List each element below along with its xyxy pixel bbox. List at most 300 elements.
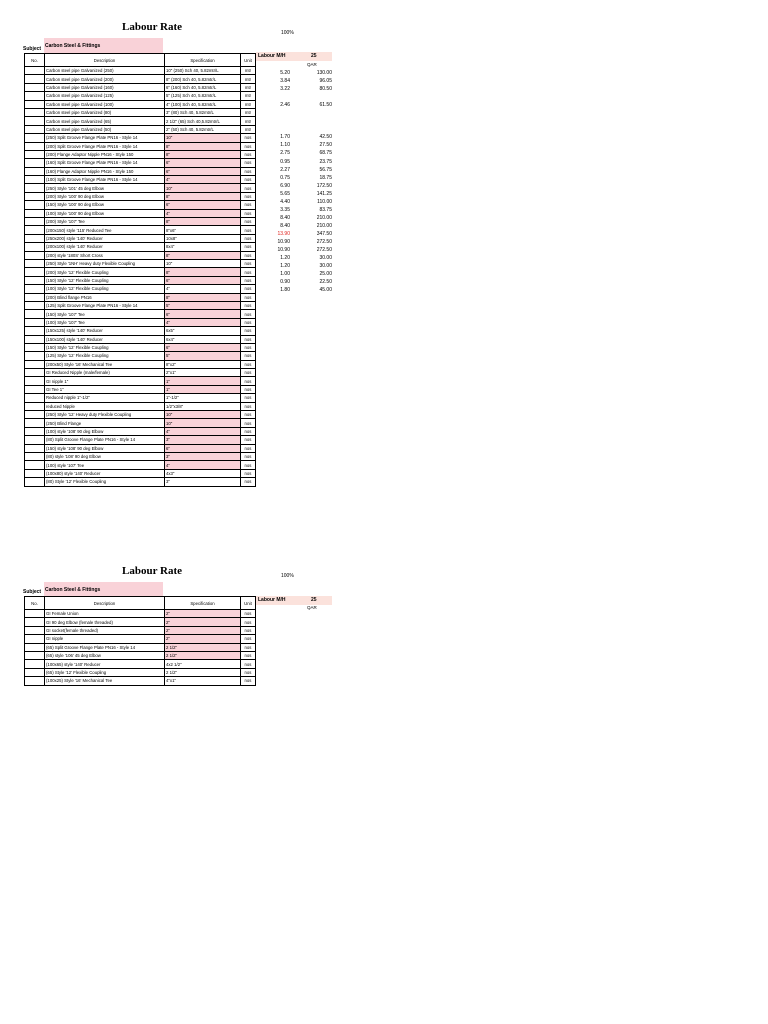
cell-no [25,83,45,91]
cell-spec: 4" [165,427,241,435]
table-row [25,176,256,184]
cell-spec: 4" (100) Sch 40, 5.82mtr/L [165,100,241,108]
section-2-percent: 100% [281,573,294,579]
cell-desc: (65) Style '12' Flexible Coupling [45,668,165,676]
cell-desc: (100x65) style '140' Reducer [45,660,165,668]
cell-no [25,478,45,486]
man-hours-value: 2.27 [280,166,290,173]
table-row [25,419,256,427]
man-hours-value: 3.35 [280,206,290,213]
cell-desc: GI nipple 1" [45,377,165,385]
cell-no [25,377,45,385]
cell-no [25,660,45,668]
labour-value-row [258,431,332,439]
cell-desc: Carbon steel pipe Galvanized (160) [45,83,165,91]
cell-desc: Carbon steel pipe Galvanized (125) [45,92,165,100]
cell-no [25,452,45,460]
table-row [25,310,256,318]
cell-unit: nos [241,385,256,393]
qar-value: 80.50 [319,86,332,93]
table-row [25,83,256,91]
table-row [25,234,256,242]
cell-spec: 1"-1/2" [165,394,241,402]
section-1-percent: 100% [281,30,294,36]
labour-value-row [258,182,332,190]
cell-spec: 2 1/2" (65) Sch 40,5.82mtr/L [165,117,241,125]
cell-no [25,419,45,427]
cell-unit: nos [241,610,256,618]
cell-desc: (200x50) Style '16' Mechanical Tee [45,360,165,368]
cell-desc: (150) Style '107' Tee [45,310,165,318]
col-description-header: Description [45,597,165,610]
table-row [25,243,256,251]
cell-no [25,301,45,309]
cell-no [25,360,45,368]
cell-spec: 10" [165,419,241,427]
cell-desc: Carbon steel pipe Galvanized (80) [45,108,165,116]
cell-spec: 8" [165,218,241,226]
qar-value: 45.00 [319,287,332,294]
cell-spec: 1" [165,385,241,393]
labour-value-row [258,214,332,222]
table-row [25,626,256,634]
cell-no [25,310,45,318]
table-row [25,635,256,643]
cell-desc: Carbon steel pipe Galvanized (250) [45,67,165,75]
col-description-header: Description [45,54,165,67]
cell-no [25,668,45,676]
cell-desc: GI 90 deg Elbow (female threaded) [45,618,165,626]
cell-desc: GI Tee 1" [45,385,165,393]
cell-unit: nos [241,268,256,276]
col-specification-header: Specification [165,597,241,610]
section-2-subject-label: Subject [23,589,42,595]
cell-desc: (100) Style '12' Flexible Coupling [45,285,165,293]
man-hours-value: 3.84 [280,78,290,85]
cell-spec: 2 1/2" [165,651,241,659]
cell-desc: (100) Style '107' Tee [45,318,165,326]
cell-desc: (200) Style '12' Flexible Coupling [45,268,165,276]
cell-spec: 4x2 1/2" [165,660,241,668]
cell-spec: 4" [165,461,241,469]
cell-no [25,201,45,209]
cell-unit: nos [241,192,256,200]
cell-unit: nos [241,626,256,634]
cell-unit: nos [241,677,256,685]
table-row [25,461,256,469]
man-hours-value: 1.70 [280,134,290,141]
cell-unit: nos [241,411,256,419]
labour-value-row [258,351,332,359]
cell-desc: (200) Style '107' Tee [45,218,165,226]
cell-no [25,461,45,469]
cell-spec: 5" [165,301,241,309]
cell-desc: GI Reduced Nipple (male/female) [45,369,165,377]
qar-value: 30.00 [319,255,332,262]
section-1-title: Labour Rate [122,21,182,33]
table-row [25,385,256,393]
cell-spec: 1" [165,377,241,385]
section-1-table [24,53,256,487]
cell-spec: 2"x1" [165,369,241,377]
labour-value-row [258,335,332,343]
cell-desc: (200) Split Groove Flange Plate PN16 - Style 14 [45,142,165,150]
cell-no [25,327,45,335]
table-row [25,75,256,83]
cell-spec: 10x8" [165,234,241,242]
cell-no [25,444,45,452]
table-row [25,610,256,618]
labour-value-row [258,230,332,238]
cell-no [25,167,45,175]
section-2-currency: QAR [307,605,317,610]
cell-desc: (150x125) style '140' Reducer [45,327,165,335]
cell-no [25,352,45,360]
cell-no [25,243,45,251]
table-row [25,469,256,477]
qar-value: 141.25 [316,190,332,197]
cell-unit: nos [241,618,256,626]
cell-unit: nos [241,285,256,293]
cell-desc: (200) Style '100' 90 deg Elbow [45,192,165,200]
cell-unit: mtr [241,67,256,75]
section-2-title: Labour Rate [122,565,182,577]
cell-unit: mtr [241,117,256,125]
cell-unit: nos [241,452,256,460]
table-row [25,150,256,158]
cell-spec: 6" [165,201,241,209]
cell-desc: (200x150) style '115' Reduced Tee [45,226,165,234]
labour-value-row [258,327,332,335]
cell-spec: 2 1/2" [165,668,241,676]
cell-desc: (100) style '108' 90 deg Elbow [45,427,165,435]
cell-spec: 10" [165,411,241,419]
labour-value-row [258,359,332,367]
cell-desc: Carbon steel pipe Galvanized (200) [45,75,165,83]
man-hours-value: 0.95 [280,158,290,165]
cell-unit: nos [241,226,256,234]
man-hours-value: 13.90 [277,230,290,237]
labour-value-row [258,286,332,294]
cell-unit: nos [241,259,256,267]
qar-value: 30.00 [319,263,332,270]
cell-no [25,318,45,326]
cell-no [25,134,45,142]
cell-desc: (125) Style '12' Flexible Coupling [45,352,165,360]
table-row [25,677,256,685]
labour-value-row [258,190,332,198]
qar-value: 22.50 [319,279,332,286]
cell-no [25,192,45,200]
table-row [25,427,256,435]
labour-value-row [258,423,332,431]
cell-no [25,635,45,643]
cell-unit: nos [241,377,256,385]
cell-unit: nos [241,251,256,259]
table-row [25,402,256,410]
cell-no [25,436,45,444]
cell-unit: nos [241,159,256,167]
section-1-labour-header [256,52,332,61]
qar-value: 68.75 [319,150,332,157]
cell-no [25,100,45,108]
cell-desc: (200x100) style '140' Reducer [45,243,165,251]
cell-desc: (150) Style '12' Flexible Coupling [45,276,165,284]
table-row [25,108,256,116]
table-row [25,259,256,267]
table-row [25,643,256,651]
labour-value-row [258,310,332,318]
table-row [25,268,256,276]
labour-value-row [258,149,332,157]
labour-value-row [258,455,332,463]
cell-unit: nos [241,394,256,402]
man-hours-value: 5.65 [280,190,290,197]
cell-desc: (80) style '108' 90 deg Elbow [45,452,165,460]
cell-desc: (250) Style '101' 45 deg Elbow [45,184,165,192]
table-row [25,327,256,335]
cell-unit: nos [241,276,256,284]
cell-desc: (200) Flange Adaptor Nipple PN16 - Style 150 [45,150,165,158]
qar-value: 96.05 [319,78,332,85]
man-hours-value: 0.90 [280,279,290,286]
labour-value-row [258,367,332,375]
cell-desc: (150x100) style '140' Reducer [45,335,165,343]
cell-desc: (150) style '108' 90 deg Elbow [45,444,165,452]
labour-value-row [258,222,332,230]
cell-no [25,92,45,100]
cell-no [25,67,45,75]
labour-value-row [258,302,332,310]
cell-desc: Carbon steel pipe Galvanized (50) [45,125,165,133]
cell-no [25,285,45,293]
labour-value-row [258,262,332,270]
cell-no [25,226,45,234]
cell-desc: Reduced nipple 1"-1/2" [45,394,165,402]
labour-value-row [258,85,332,93]
table-header-row [25,597,256,610]
man-hours-value: 6.90 [280,182,290,189]
table-row [25,452,256,460]
cell-unit: nos [241,327,256,335]
cell-unit: mtr [241,125,256,133]
man-hours-value: 8.40 [280,222,290,229]
table-row [25,159,256,167]
qar-value: 56.75 [319,166,332,173]
cell-desc: (200) style '180S' Short Cross [45,251,165,259]
table-row [25,651,256,659]
cell-spec: 10" [165,184,241,192]
cell-spec: 4" [165,176,241,184]
col-no-header: No. [25,597,45,610]
man-hours-value: 2.46 [280,102,290,109]
man-hours-value: 1.10 [280,142,290,149]
cell-unit: nos [241,635,256,643]
table-row [25,377,256,385]
qar-value: 172.50 [316,182,332,189]
cell-desc: reduced Nipple [45,402,165,410]
cell-spec: 2" [165,610,241,618]
cell-no [25,75,45,83]
cell-unit: nos [241,478,256,486]
cell-spec: 8" [165,268,241,276]
cell-desc: (150) Style '12' Flexible Coupling [45,343,165,351]
cell-no [25,276,45,284]
cell-unit: nos [241,167,256,175]
table-row [25,478,256,486]
table-row [25,394,256,402]
cell-no [25,259,45,267]
cell-no [25,427,45,435]
cell-spec: 6" [165,310,241,318]
section-2-subject-value: Carbon Steel & Fittings [44,582,163,596]
cell-no [25,117,45,125]
cell-spec: 2" [165,635,241,643]
labour-value-row [258,294,332,302]
labour-value-row [258,77,332,85]
cell-spec: 4"x1" [165,677,241,685]
cell-spec: 6" [165,159,241,167]
table-row [25,218,256,226]
qar-value: 61.50 [319,102,332,109]
cell-no [25,469,45,477]
cell-unit: nos [241,402,256,410]
cell-spec: 8" [165,251,241,259]
man-hours-value: 8.40 [280,214,290,221]
cell-spec: 2" [165,626,241,634]
cell-unit: nos [241,201,256,209]
cell-desc: (200) Blind flange PN16 [45,293,165,301]
cell-no [25,335,45,343]
cell-spec: 4" [165,209,241,217]
labour-value-row [258,391,332,399]
section-2-labour-label: Labour M/H [258,597,286,603]
labour-value-row [258,109,332,117]
cell-desc: GI socket(female threaded) [45,626,165,634]
qar-value: 210.00 [316,222,332,229]
col-no-header: No. [25,54,45,67]
labour-value-row [258,174,332,182]
labour-value-row [258,117,332,125]
cell-desc: (250) Split Groove Flange Plate PN16 - Style 14 [45,134,165,142]
qar-value: 210.00 [316,214,332,221]
cell-spec: 8" [165,192,241,200]
labour-value-row [258,254,332,262]
cell-unit: nos [241,234,256,242]
labour-value-row [258,69,332,77]
table-row [25,618,256,626]
cell-unit: nos [241,427,256,435]
cell-unit: nos [241,209,256,217]
cell-unit: nos [241,293,256,301]
cell-no [25,184,45,192]
cell-no [25,150,45,158]
cell-desc: (65) style '106' 45 deg Elbow [45,651,165,659]
cell-spec: 2 1/2" [165,643,241,651]
labour-value-row [258,463,332,471]
labour-value-row [258,270,332,278]
table-row [25,276,256,284]
cell-no [25,394,45,402]
table-row [25,142,256,150]
section-1-labour-label: Labour M/H [258,53,286,59]
cell-desc: (125) Split Groove Flange Plate PN16 - Style 14 [45,301,165,309]
cell-unit: nos [241,643,256,651]
cell-no [25,610,45,618]
labour-value-row [258,93,332,101]
cell-desc: (80) Split Groove Flange Plate PN16 - Style 14 [45,436,165,444]
cell-spec: 8"x2" [165,360,241,368]
man-hours-value: 5.20 [280,70,290,76]
cell-desc: (100x25) Style '16' Mechanical Tee [45,677,165,685]
table-row [25,293,256,301]
cell-desc: (160) Flange Adaptor Nipple PN16 - Style 150 [45,167,165,175]
section-2-table [24,596,256,686]
cell-unit: nos [241,668,256,676]
cell-spec: 5" [165,352,241,360]
cell-unit: nos [241,660,256,668]
man-hours-value: 2.75 [280,150,290,157]
qar-value: 42.50 [319,134,332,141]
table-row [25,192,256,200]
cell-unit: mtr [241,108,256,116]
qar-value: 23.75 [319,158,332,165]
table-row [25,369,256,377]
cell-desc: (100) style '107' Tee [45,461,165,469]
cell-no [25,268,45,276]
qar-value: 347.50 [316,230,332,237]
cell-no [25,159,45,167]
table-row [25,134,256,142]
cell-no [25,651,45,659]
cell-spec: 8" [165,142,241,150]
cell-spec: 10" [165,259,241,267]
cell-unit: nos [241,176,256,184]
qar-value: 25.00 [319,271,332,278]
cell-desc: GI Female Union [45,610,165,618]
cell-spec: 6" [165,276,241,284]
qar-value: 18.75 [319,174,332,181]
cell-spec: 3" [165,436,241,444]
labour-value-row [258,318,332,326]
cell-unit: nos [241,343,256,351]
cell-unit: nos [241,301,256,309]
cell-unit: nos [241,218,256,226]
cell-spec: 5" (125) Sch 40, 5.82mtr/L [165,92,241,100]
cell-no [25,369,45,377]
cell-unit: nos [241,461,256,469]
cell-spec: 8x4" [165,243,241,251]
cell-spec: 1/2"x3/8" [165,402,241,410]
table-row [25,352,256,360]
labour-value-row [258,399,332,407]
cell-unit: nos [241,469,256,477]
table-row [25,226,256,234]
cell-desc: (100x80) style '140' Reducer [45,469,165,477]
cell-spec: 10" (250) Sch 40, 5.82mtr/L [165,67,241,75]
labour-value-row [258,246,332,254]
labour-value-row [258,447,332,455]
qar-value: 272.50 [316,247,332,254]
man-hours-value: 1.80 [280,287,290,294]
qar-value: 272.50 [316,238,332,245]
section-1-rate-value: 25 [311,53,317,59]
cell-spec: 3" [165,478,241,486]
table-row [25,436,256,444]
labour-value-row [258,198,332,206]
cell-spec: 8" [165,293,241,301]
labour-value-row [258,206,332,214]
